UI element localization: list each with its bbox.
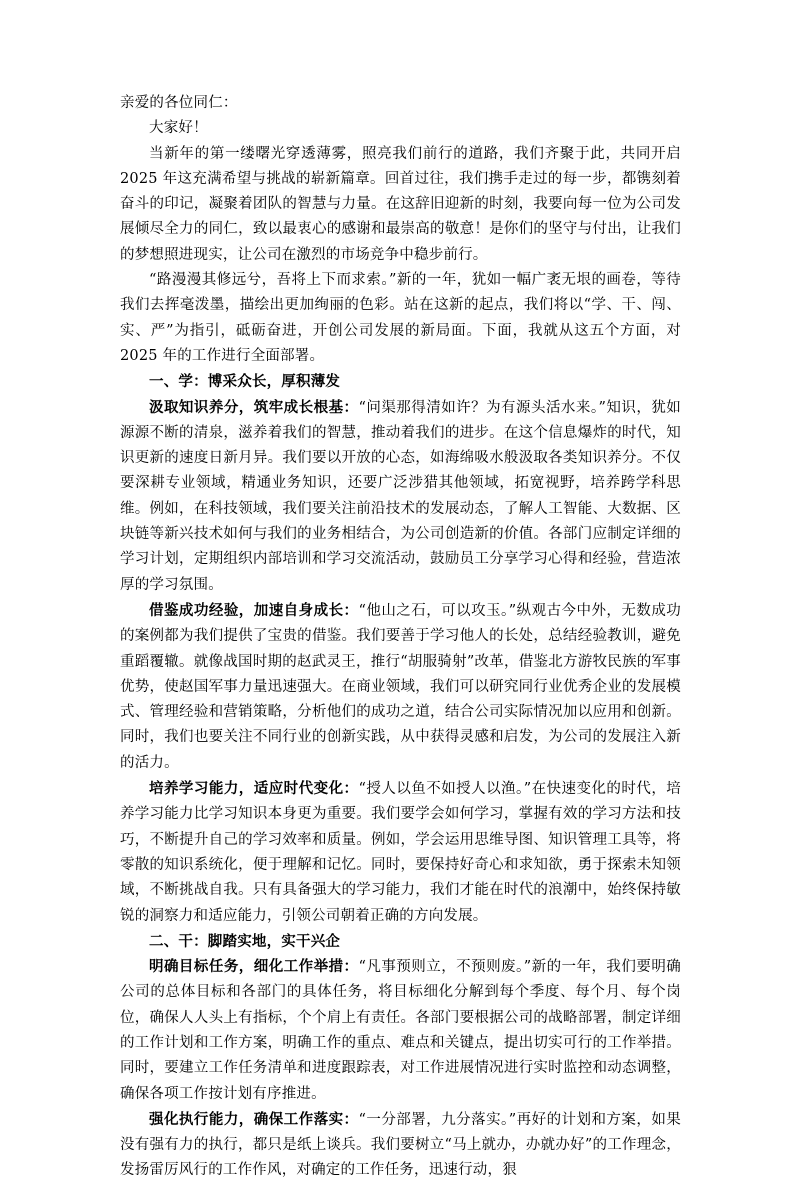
paragraph-text: “一分部署，九分落实。”再好的计划和方案，如果没有强有力的执行，都只是纸上谈兵。我们要树立“马上就办，办就办好”的工作理念，发扬雷厉风行的工作作风，对确定的工作任务，迅速行动，狠 (120, 1111, 681, 1179)
body-paragraph (120, 395, 681, 598)
salutation: 亲爱的各位同仁： (120, 95, 238, 111)
paragraph-lead: 汲取知识养分，筑牢成长根基： (149, 398, 359, 416)
paragraph-lead: 强化执行能力，确保工作落实： (149, 1110, 359, 1128)
body-paragraph (120, 776, 681, 929)
paragraph-text: “他山之石，可以攻玉。”纵观古今中外，无数成功的案例都为我们提供了宝贵的借鉴。我们要善于学习他人的长处，总结经验教训，避免重蹈覆辙。就像战国时期的赵武灵王，推行“胡服骑射”改革，借鉴北方游牧民族的军事优势，使赵国军事力量迅速强大。在商业领域，我们可以研究同行业优秀企业的发展模式、管理经验和营销策略，分析他们的成功之道，结合公司实际情况加以应用和创新。同时，我们也要关注不同行业的创新实践，从中获得灵感和启发，为公司的发展注入新的活力。 (120, 602, 681, 771)
intro-paragraph: 当新年的第一缕曙光穿透薄雾，照亮我们前行的道路，我们齐聚于此，共同开启 2025 年这充满希望与挑战的崭新篇章。回首过往，我们携手走过的每一步，都镌刻着奋斗的印记，凝聚着团队的智慧与力量。在这辞旧迎新的时刻，我要向每一位为公司发展倾尽全力的同仁，致以最衷心的感谢和最崇高的敬意！是你们的坚守与付出，让我们的梦想照进现实，让公司在激烈的市场竞争中稳步前行。 (120, 145, 681, 263)
paragraph-text: “问渠那得清如许？为有源头活水来。”知识，犹如源源不断的清泉，滋养着我们的智慧，推动着我们的进步。在这个信息爆炸的时代，知识更新的速度日新月异。我们要以开放的心态，如海绵吸水般汲取各类知识养分。不仅要深耕专业领域，精通业务知识，还要广泛涉猎其他领域，拓宽视野，培养跨学科思维。例如，在科技领域，我们要关注前沿技术的发展动态，了解人工智能、大数据、区块链等新兴技术如何与我们的业务相结合，为公司创造新的价值。各部门应制定详细的学习计划，定期组织内部培训和学习交流活动，鼓励员工分享学习心得和经验，营造浓厚的学习氛围。 (120, 399, 681, 593)
paragraph-lead: 培养学习能力，适应时代变化： (149, 780, 359, 798)
intro-paragraph: “路漫漫其修远兮，吾将上下而求索。”新的一年，犹如一幅广袤无垠的画卷，等待我们去挥毫泼墨，描绘出更加绚丽的色彩。站在这新的起点，我们将以“学、干、闯、实、严”为指引，砥砺奋进，开创公司发展的新局面。下面，我就从这五个方面，对 2025 年的工作进行全面部署。 (120, 272, 681, 364)
body-paragraph (120, 954, 681, 1107)
paragraph-lead: 借鉴成功经验，加速自身成长： (149, 601, 359, 619)
greeting: 大家好！ (149, 120, 208, 137)
section-heading: 一、学：博采众长，厚积薄发 (149, 373, 341, 391)
section-heading: 二、干：脚踏实地，实干兴企 (149, 932, 341, 950)
paragraph-lead: 明确目标任务，细化工作举措： (149, 958, 359, 976)
paragraph-text: “授人以鱼不如授人以渔。”在快速变化的时代，培养学习能力比学习知识本身更为重要。我们要学会如何学习，掌握有效的学习方法和技巧，不断提升自己的学习效率和质量。例如，学会运用思维导图、知识管理工具等，将零散的知识系统化，便于理解和记忆。同时，要保持好奇心和求知欲，勇于探索未知领域，不断挑战自我。只有具备强大的学习能力，我们才能在时代的浪潮中，始终保持敏锐的洞察力和适应能力，引领公司朝着正确的方向发展。 (120, 781, 681, 924)
body-paragraph (120, 598, 681, 776)
body-paragraph (120, 1107, 681, 1184)
paragraph-text: “凡事预则立，不预则废。”新的一年，我们要明确公司的总体目标和各部门的具体任务，将目标细化分解到每个季度、每个月、每个岗位，确保人人头上有指标，个个肩上有责任。各部门要根据公司的战略部署，制定详细的工作计划和工作方案，明确工作的重点、难点和关键点，提出切实可行的工作举措。同时，要建立工作任务清单和进度跟踪表，对工作进展情况进行实时监控和动态调整，确保各项工作按计划有序推进。 (120, 959, 681, 1102)
